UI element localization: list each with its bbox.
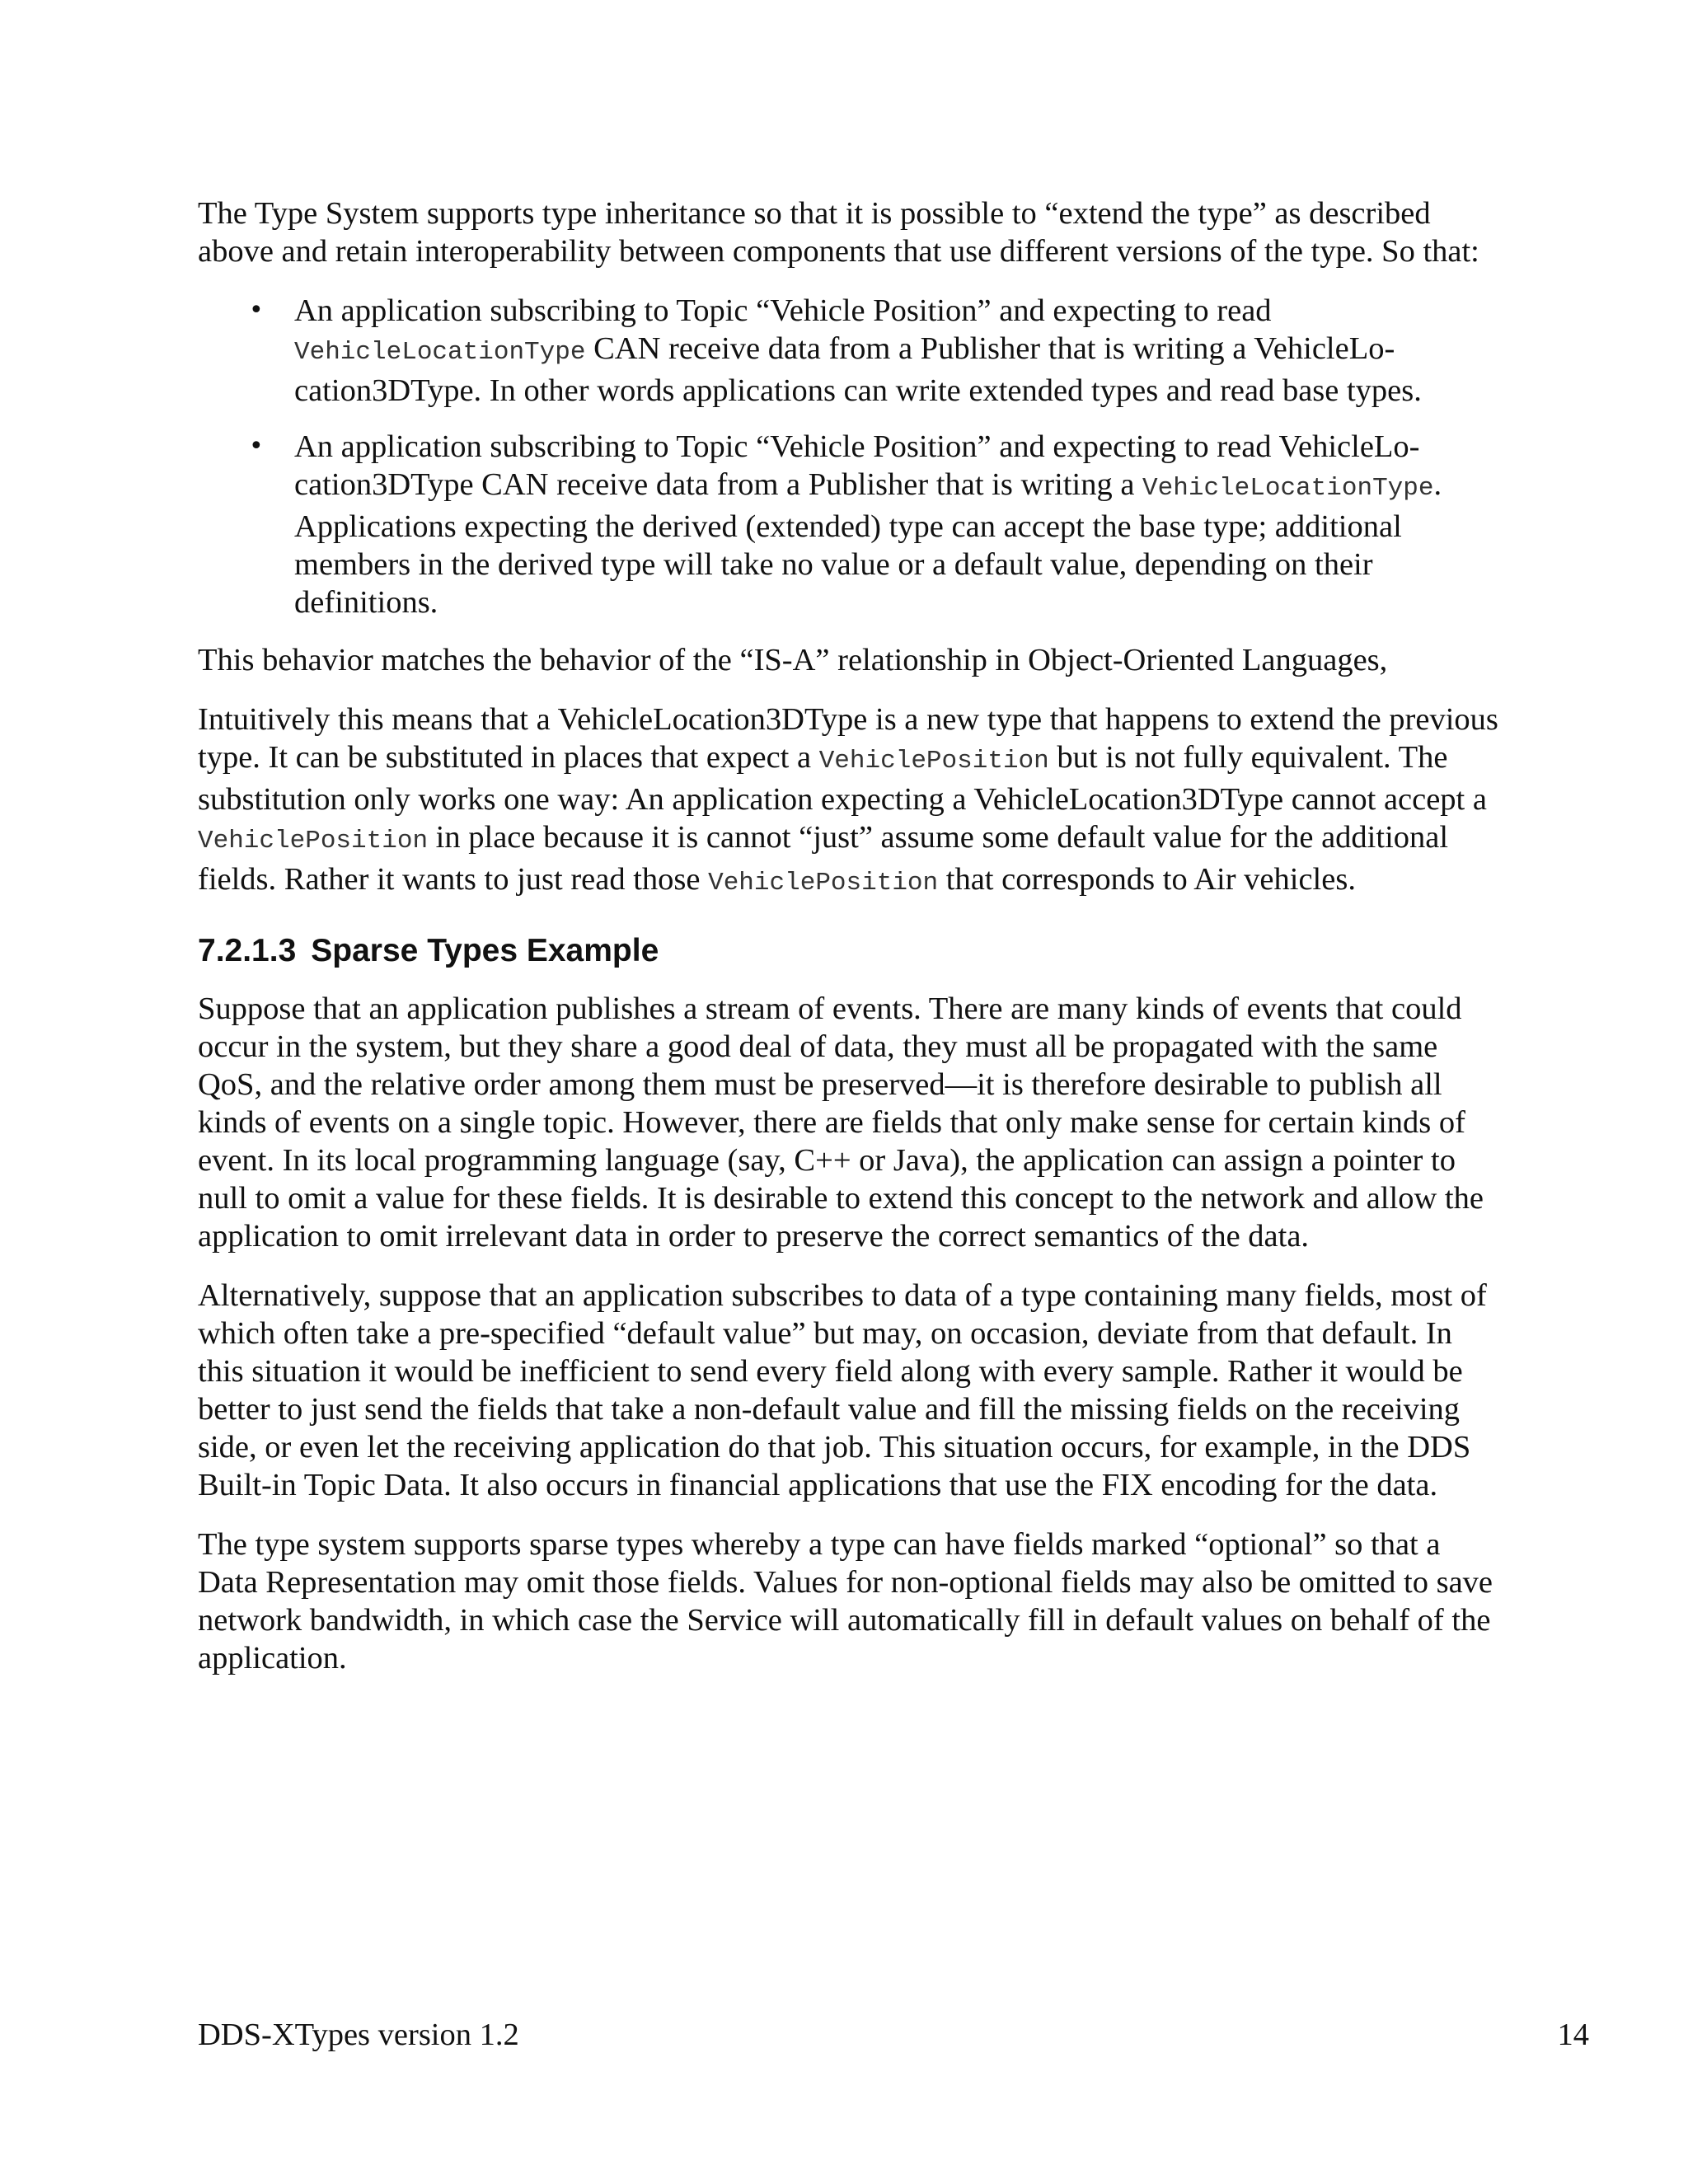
intuitive-text: in place because it is cannot “just” assume some default value for the additional fields. Rather it wants to just read those bbox=[198, 820, 1449, 897]
intro-paragraph: The Type System supports type inheritance so that it is possible to “extend the type” as described above and retain interoperability between components that use different versions of the type. So that: bbox=[198, 196, 1479, 269]
code-vehiclelocationtype: VehicleLocationType bbox=[294, 338, 586, 367]
sparse-paragraph-events: Suppose that an application publishes a stream of events. There are many kinds of events that could occur in the system, but they share a good deal of data, they must all be propagated with the same QoS, and the relative order among them must be preserved—it is therefore desirable to publish all kinds of events on a single topic. However, there are fields that only make sense for certain kinds of event. In its local programming language (say, C++ or Java), the application can assign a pointer to null to omit a value for these fields. It is desirable to extend this concept to the network and allow the application to omit irrelevant data in order to preserve the correct semantics of the data. bbox=[198, 991, 1484, 1254]
footer-doc-title: DDS-XTypes version 1.2 bbox=[198, 2018, 519, 2052]
code-vehicleposition: VehiclePosition bbox=[818, 747, 1049, 776]
code-vehicleposition: VehiclePosition bbox=[198, 827, 429, 855]
code-vehiclelocationtype: VehicleLocationType bbox=[1142, 474, 1434, 503]
bullet-text-prefix: An application subscribing to Topic “Vehicle Position” and expecting to read bbox=[294, 293, 1272, 328]
section-title: Sparse Types Example bbox=[311, 933, 659, 968]
footer-page-number: 14 bbox=[1557, 2018, 1589, 2052]
sparse-paragraph-defaults: Alternatively, suppose that an application subscribes to data of a type containing many fields, most of which often take a pre-specified “default value” but may, on occasion, deviate from that default. In this situation it would be inefficient to send every field along with every sample. Rather it would be better to just send the fields that take a non-default value and fill the missing fields on the receiving side, or even let the receiving application do that job. This situation occurs, for example, in the DDS Built-in Topic Data. It also occurs in financial applications that use the FIX encoding for the data. bbox=[198, 1278, 1487, 1502]
page-footer bbox=[198, 2016, 1589, 2054]
bullet-icon: • bbox=[249, 432, 264, 461]
page-body bbox=[198, 194, 1500, 1699]
bullet-icon: • bbox=[249, 296, 264, 325]
bullet-item bbox=[198, 292, 1500, 410]
bullet-text: . Applications expecting the derived (extended) type can accept the base type; additional members in the derived type will take no value or a default value, depending on their definitions. bbox=[294, 467, 1442, 620]
bullet-item bbox=[198, 428, 1500, 621]
intuitive-paragraph bbox=[198, 701, 1500, 902]
bullet-text: CAN receive data from a Publisher that is writing a VehicleLocation3DType. In other words applications can write extended types and read base types. bbox=[294, 331, 1422, 408]
code-vehicleposition: VehiclePosition bbox=[708, 869, 939, 898]
section-heading bbox=[198, 930, 1500, 972]
bullet-text-prefix: An application subscribing to Topic “Vehicle Position” and expecting to read VehicleLocation3DType CAN receive data from a Publisher that is writing a bbox=[294, 429, 1420, 502]
bullet-list bbox=[198, 292, 1500, 621]
behavior-paragraph: This behavior matches the behavior of the “IS-A” relationship in Object-Oriented Languages, bbox=[198, 643, 1388, 677]
intuitive-text: but is not fully equivalent. The substitution only works one way: An application expecting a VehicleLocation3DType cannot accept a bbox=[198, 740, 1487, 817]
intuitive-text: Intuitively this means that a VehicleLocation3DType is a new type that happens to extend the previous type. It can be substituted in places that expect a bbox=[198, 702, 1498, 775]
section-number: 7.2.1.3 bbox=[198, 933, 297, 968]
intuitive-text: that corresponds to Air vehicles. bbox=[938, 862, 1356, 897]
sparse-paragraph-optional: The type system supports sparse types whereby a type can have fields marked “optional” so that a Data Representation may omit those fields. Values for non-optional fields may also be omitted to save network bandwidth, in which case the Service will automatically fill in default values on behalf of the application. bbox=[198, 1527, 1493, 1675]
